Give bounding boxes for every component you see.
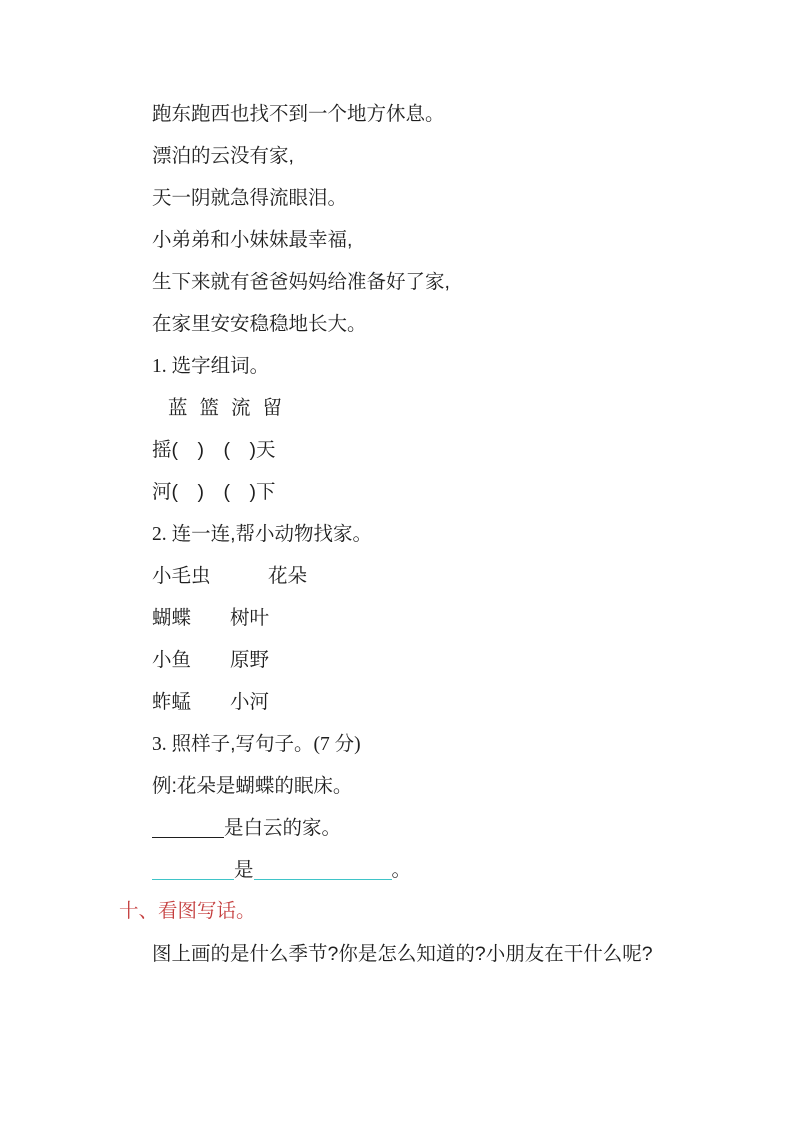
worksheet-content: [119, 93, 753, 975]
fill-end: 。: [391, 859, 412, 881]
poem-line: 在家里安安稳稳地长大。: [152, 313, 367, 335]
fill-in-line: [152, 849, 753, 891]
match-left: 小毛虫: [152, 565, 211, 587]
match-right: 花朵: [268, 565, 308, 587]
match-row: [152, 555, 753, 597]
question2-title: 连一连,帮小动物找家。: [171, 523, 373, 545]
bank-char: 蓝: [168, 397, 188, 419]
match-row: [152, 639, 753, 681]
match-right: 小河: [230, 691, 270, 713]
answer-blank: [152, 879, 234, 880]
fill-suffix: 是白云的家。: [224, 817, 342, 839]
bank-char: 篮: [199, 397, 220, 419]
question1-title-line: [152, 345, 753, 387]
match-row: [152, 681, 753, 723]
answer-blank: [254, 879, 392, 880]
question3-title-line: [152, 723, 753, 765]
question1-item: 河( ) ( )下: [152, 481, 276, 503]
match-left: 蚱蜢: [152, 691, 192, 713]
question3-score: (7 分): [313, 734, 361, 755]
fill-mid: 是: [234, 859, 254, 881]
section10-prompt: 图上画的是什么季节?你是怎么知道的?小朋友在干什么呢?: [152, 943, 653, 965]
question3-number: 3.: [152, 734, 167, 755]
poem-line: 小弟弟和小妹妹最幸福,: [152, 229, 353, 251]
match-right: 原野: [230, 649, 270, 671]
question1-char-bank: [152, 387, 753, 429]
poem-line: 跑东跑西也找不到一个地方休息。: [152, 103, 445, 125]
match-left: 小鱼: [152, 649, 192, 671]
section10-heading: 十、看图写话。: [119, 901, 256, 922]
match-left: 蝴蝶: [152, 607, 192, 629]
bank-char: 留: [262, 397, 283, 419]
poem-line: 天一阴就急得流眼泪。: [152, 187, 348, 209]
question3-title: 照样子,写句子。: [171, 733, 314, 755]
match-row: [152, 597, 753, 639]
answer-blank: [152, 837, 224, 838]
question2-number: 2.: [152, 524, 167, 545]
match-right: 树叶: [230, 607, 270, 629]
question2-title-line: [152, 513, 753, 555]
bank-char: 流: [231, 397, 251, 419]
poem-line: 生下来就有爸爸妈妈给准备好了家,: [152, 271, 450, 293]
question1-title: 选字组词。: [171, 355, 270, 377]
fill-in-line: [152, 807, 753, 849]
question3-example: 例:花朵是蝴蝶的眠床。: [152, 775, 353, 797]
poem-line: 漂泊的云没有家,: [152, 145, 294, 167]
question1-item: 摇( ) ( )天: [152, 439, 276, 461]
question1-number: 1.: [152, 356, 167, 377]
